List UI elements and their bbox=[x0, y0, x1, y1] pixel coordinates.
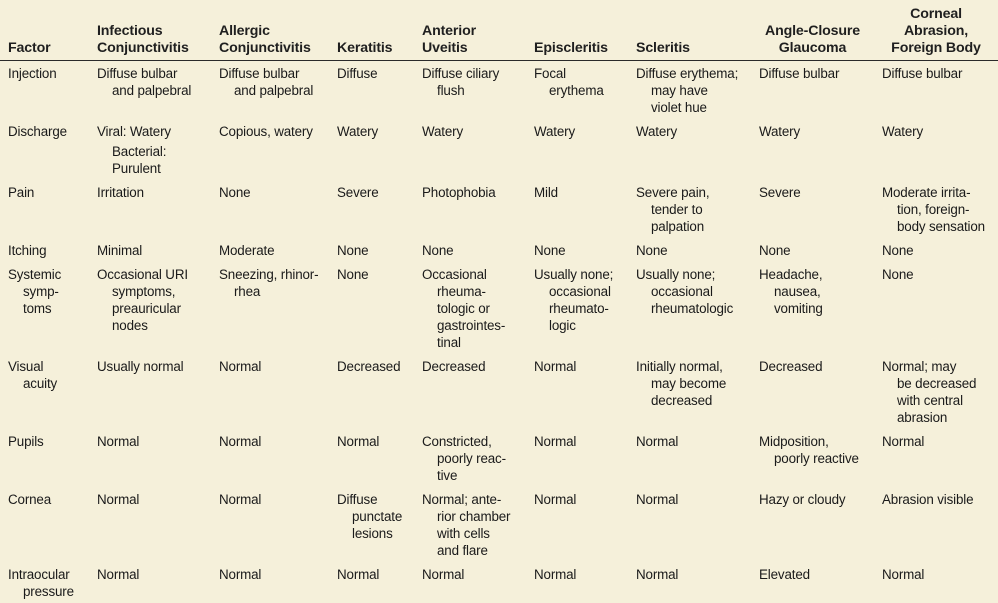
cell-line: Diffuse ciliary bbox=[422, 65, 500, 81]
table-cell bbox=[211, 262, 329, 354]
table-cell bbox=[526, 429, 628, 487]
header-scleritis bbox=[628, 0, 751, 60]
cell-line: nausea, bbox=[774, 283, 821, 299]
cell-line: decreased bbox=[651, 392, 713, 408]
cell-line: with central bbox=[897, 392, 963, 408]
cell-line: None bbox=[882, 242, 914, 258]
table-cell bbox=[751, 487, 874, 562]
cell-line: Normal bbox=[422, 566, 465, 582]
cell-line: Purulent bbox=[112, 160, 161, 176]
cell-line: Normal bbox=[636, 491, 679, 507]
table-cell bbox=[414, 238, 526, 262]
cell-line: and palpebral bbox=[234, 82, 314, 98]
table-cell bbox=[211, 429, 329, 487]
table-cell bbox=[874, 262, 998, 354]
factor-cell bbox=[0, 562, 89, 603]
table-cell bbox=[329, 562, 414, 603]
cell-line: Diffuse bulbar bbox=[759, 65, 840, 81]
cell-line: Watery bbox=[534, 123, 576, 139]
table-cell bbox=[526, 60, 628, 119]
table-cell bbox=[414, 562, 526, 603]
factor-line: Pain bbox=[8, 184, 35, 200]
cell-line: gastrointes- bbox=[437, 317, 506, 333]
header-row bbox=[0, 0, 998, 60]
factor-line: pressure bbox=[23, 583, 74, 599]
table-row bbox=[0, 60, 998, 119]
cell-line: Focal bbox=[534, 65, 566, 81]
cell-line: be decreased bbox=[897, 375, 977, 391]
table-cell bbox=[874, 429, 998, 487]
cell-line: may have bbox=[651, 82, 708, 98]
cell-line: Normal bbox=[219, 491, 262, 507]
cell-line: occasional bbox=[651, 283, 713, 299]
cell-line: poorly reac- bbox=[437, 450, 506, 466]
cell-line: symptoms, bbox=[112, 283, 176, 299]
table-cell bbox=[751, 354, 874, 429]
factor-line: Injection bbox=[8, 65, 57, 81]
table-cell bbox=[526, 119, 628, 180]
header-line: Keratitis bbox=[337, 39, 393, 56]
table-cell bbox=[628, 119, 751, 180]
cell-line: Normal bbox=[337, 566, 380, 582]
cell-line: Normal; ante- bbox=[422, 491, 502, 507]
cell-line: body sensation bbox=[897, 218, 985, 234]
header-angle-closure-glaucoma bbox=[751, 0, 874, 60]
cell-line: Viral: Watery bbox=[97, 123, 171, 139]
cell-line: Normal bbox=[337, 433, 380, 449]
factor-line: symp- bbox=[23, 283, 59, 299]
cell-line: may become bbox=[651, 375, 727, 391]
table-cell bbox=[89, 238, 211, 262]
table-row bbox=[0, 238, 998, 262]
table-cell bbox=[874, 562, 998, 603]
table-body bbox=[0, 60, 998, 603]
factor-line: Discharge bbox=[8, 123, 67, 139]
cell-line: occasional bbox=[549, 283, 611, 299]
cell-line: Usually normal bbox=[97, 358, 184, 374]
header-line: Allergic bbox=[219, 22, 270, 39]
table-cell bbox=[751, 262, 874, 354]
table-cell bbox=[329, 262, 414, 354]
cell-line: Decreased bbox=[337, 358, 401, 374]
cell-line: Watery bbox=[882, 123, 924, 139]
table-cell bbox=[211, 60, 329, 119]
table-cell bbox=[329, 119, 414, 180]
cell-line: Occasional bbox=[422, 266, 487, 282]
cell-line: None bbox=[636, 242, 668, 258]
cell-line: Elevated bbox=[759, 566, 810, 582]
table-cell bbox=[329, 487, 414, 562]
cell-line: None bbox=[422, 242, 454, 258]
table-cell bbox=[89, 262, 211, 354]
factor-cell bbox=[0, 262, 89, 354]
cell-line: Diffuse bulbar bbox=[882, 65, 963, 81]
table-row bbox=[0, 262, 998, 354]
factor-line: Intraocular bbox=[8, 566, 70, 582]
cell-line: Decreased bbox=[422, 358, 486, 374]
cell-line: Usually none; bbox=[534, 266, 614, 282]
cell-line: Normal bbox=[534, 433, 577, 449]
table-cell bbox=[874, 238, 998, 262]
table-header bbox=[0, 0, 998, 60]
cell-line: Watery bbox=[422, 123, 464, 139]
cell-line: lesions bbox=[352, 525, 393, 541]
table-cell bbox=[628, 429, 751, 487]
cell-line: violet hue bbox=[651, 99, 707, 115]
table-cell bbox=[329, 60, 414, 119]
table-cell bbox=[414, 180, 526, 238]
factor-cell bbox=[0, 119, 89, 180]
header-corneal-abrasion bbox=[874, 0, 998, 60]
factor-cell bbox=[0, 180, 89, 238]
cell-line: Constricted, bbox=[422, 433, 492, 449]
cell-line: Watery bbox=[337, 123, 379, 139]
table-cell bbox=[329, 180, 414, 238]
header-infectious-conjunctivitis bbox=[89, 0, 211, 60]
header-line: Conjunctivitis bbox=[97, 39, 189, 56]
cell-line: Normal bbox=[219, 566, 262, 582]
table-cell bbox=[751, 60, 874, 119]
table-cell bbox=[211, 238, 329, 262]
factor-line: Systemic bbox=[8, 266, 62, 282]
table-cell bbox=[414, 487, 526, 562]
header-episcleritis bbox=[526, 0, 628, 60]
table-cell bbox=[414, 354, 526, 429]
table-cell bbox=[211, 487, 329, 562]
cell-line: Watery bbox=[759, 123, 801, 139]
header-allergic-conjunctivitis bbox=[211, 0, 329, 60]
cell-line: None bbox=[534, 242, 566, 258]
cell-line: Severe pain, bbox=[636, 184, 710, 200]
table-cell bbox=[874, 119, 998, 180]
cell-line: Initially normal, bbox=[636, 358, 723, 374]
cell-line: rhea bbox=[234, 283, 261, 299]
cell-line: Normal bbox=[219, 358, 262, 374]
table-cell bbox=[526, 238, 628, 262]
cell-line: Normal; may bbox=[882, 358, 957, 374]
cell-line: Watery bbox=[636, 123, 678, 139]
table-cell bbox=[628, 262, 751, 354]
table-cell bbox=[526, 180, 628, 238]
cell-line: Diffuse bulbar bbox=[219, 65, 300, 81]
cell-line: Decreased bbox=[759, 358, 823, 374]
table-cell bbox=[628, 60, 751, 119]
cell-line: Moderate irrita- bbox=[882, 184, 971, 200]
table-cell bbox=[628, 562, 751, 603]
cell-line: Usually none; bbox=[636, 266, 716, 282]
table-cell bbox=[874, 60, 998, 119]
factor-cell bbox=[0, 60, 89, 119]
header-line: Corneal bbox=[910, 5, 962, 22]
cell-line: palpation bbox=[651, 218, 705, 234]
factor-cell bbox=[0, 487, 89, 562]
cell-line: preauricular bbox=[112, 300, 181, 316]
table-cell bbox=[874, 354, 998, 429]
factor-line: toms bbox=[23, 300, 52, 316]
cell-line: None bbox=[337, 266, 369, 282]
table-cell bbox=[89, 487, 211, 562]
cell-line: Normal bbox=[534, 491, 577, 507]
table-cell bbox=[329, 429, 414, 487]
cell-line: tologic or bbox=[437, 300, 490, 316]
table-cell bbox=[211, 354, 329, 429]
table-cell bbox=[211, 562, 329, 603]
header-anterior-uveitis bbox=[414, 0, 526, 60]
cell-line: Photophobia bbox=[422, 184, 496, 200]
cell-line: Normal bbox=[97, 491, 140, 507]
cell-line: Severe bbox=[759, 184, 801, 200]
cell-line: None bbox=[337, 242, 369, 258]
cell-line: and flare bbox=[437, 542, 488, 558]
cell-line: nodes bbox=[112, 317, 148, 333]
table-cell bbox=[751, 429, 874, 487]
cell-line: logic bbox=[549, 317, 576, 333]
cell-line: Headache, bbox=[759, 266, 823, 282]
table-cell bbox=[89, 119, 211, 180]
table-cell bbox=[751, 180, 874, 238]
header-line: Angle-Closure bbox=[764, 22, 860, 39]
cell-line: Normal bbox=[97, 433, 140, 449]
table-cell bbox=[526, 562, 628, 603]
cell-line: Normal bbox=[882, 566, 925, 582]
table-cell bbox=[526, 262, 628, 354]
table-cell bbox=[751, 238, 874, 262]
cell-line: None bbox=[219, 184, 251, 200]
header-line: Abrasion, bbox=[903, 22, 969, 39]
cell-line: Diffuse bbox=[337, 65, 378, 81]
cell-line: Abrasion visible bbox=[882, 491, 974, 507]
cell-line: Severe bbox=[337, 184, 379, 200]
cell-line: Bacterial: bbox=[112, 143, 167, 159]
cell-line: rheuma- bbox=[437, 283, 486, 299]
cell-line: Diffuse erythema; bbox=[636, 65, 739, 81]
cell-line: abrasion bbox=[897, 409, 948, 425]
table-cell bbox=[751, 119, 874, 180]
factor-cell bbox=[0, 238, 89, 262]
cell-line: tion, foreign- bbox=[897, 201, 970, 217]
table-row bbox=[0, 119, 998, 180]
table-cell bbox=[89, 354, 211, 429]
table-row bbox=[0, 562, 998, 603]
table-cell bbox=[874, 487, 998, 562]
cell-line: Normal bbox=[534, 358, 577, 374]
cell-line: tender to bbox=[651, 201, 703, 217]
cell-line: tinal bbox=[437, 334, 461, 350]
table-cell bbox=[414, 262, 526, 354]
factor-line: Cornea bbox=[8, 491, 52, 507]
header-line: Foreign Body bbox=[891, 39, 981, 56]
cell-line: None bbox=[759, 242, 791, 258]
header-line: Scleritis bbox=[636, 39, 690, 56]
header-line: Episcleritis bbox=[534, 39, 608, 56]
cell-line: erythema bbox=[549, 82, 604, 98]
table-cell bbox=[526, 354, 628, 429]
cell-line: rheumatologic bbox=[651, 300, 734, 316]
table-cell bbox=[628, 180, 751, 238]
table-row bbox=[0, 354, 998, 429]
cell-line: Normal bbox=[636, 433, 679, 449]
table-cell bbox=[751, 562, 874, 603]
table-cell bbox=[211, 180, 329, 238]
cell-line: punctate bbox=[352, 508, 403, 524]
factor-cell bbox=[0, 429, 89, 487]
header-line: Anterior bbox=[422, 22, 476, 39]
factor-cell bbox=[0, 354, 89, 429]
table-cell bbox=[89, 562, 211, 603]
cell-line: Sneezing, rhinor- bbox=[219, 266, 319, 282]
header-line: Conjunctivitis bbox=[219, 39, 311, 56]
table-cell bbox=[628, 354, 751, 429]
cell-line: with cells bbox=[437, 525, 490, 541]
cell-line: vomiting bbox=[774, 300, 823, 316]
table-cell bbox=[874, 180, 998, 238]
header-factor bbox=[0, 0, 89, 60]
factor-line: Pupils bbox=[8, 433, 44, 449]
cell-line: rheumato- bbox=[549, 300, 609, 316]
cell-line: Occasional URI bbox=[97, 266, 188, 282]
cell-line: Midposition, bbox=[759, 433, 829, 449]
table-cell bbox=[414, 60, 526, 119]
cell-line: Diffuse bulbar bbox=[97, 65, 178, 81]
header-keratitis bbox=[329, 0, 414, 60]
factor-line: acuity bbox=[23, 375, 58, 391]
cell-line: Normal bbox=[882, 433, 925, 449]
table-row bbox=[0, 180, 998, 238]
factor-line: Itching bbox=[8, 242, 47, 258]
table-cell bbox=[329, 354, 414, 429]
table-cell bbox=[526, 487, 628, 562]
cell-line: Normal bbox=[636, 566, 679, 582]
header-line: Uveitis bbox=[422, 39, 468, 56]
factor-line: Visual bbox=[8, 358, 44, 374]
cell-line: Irritation bbox=[97, 184, 144, 200]
table-cell bbox=[329, 238, 414, 262]
cell-line: Diffuse bbox=[337, 491, 378, 507]
cell-line: Normal bbox=[219, 433, 262, 449]
cell-line: flush bbox=[437, 82, 465, 98]
table-cell bbox=[89, 429, 211, 487]
table-row bbox=[0, 487, 998, 562]
cell-line: Minimal bbox=[97, 242, 143, 258]
table-cell bbox=[628, 487, 751, 562]
table-cell bbox=[211, 119, 329, 180]
cell-line: Mild bbox=[534, 184, 558, 200]
cell-line: None bbox=[882, 266, 914, 282]
header-line: Infectious bbox=[97, 22, 163, 39]
cell-line: Normal bbox=[97, 566, 140, 582]
header-line: Factor bbox=[8, 39, 51, 56]
cell-line: tive bbox=[437, 467, 458, 483]
table-cell bbox=[89, 60, 211, 119]
cell-line: Normal bbox=[534, 566, 577, 582]
cell-line: and palpebral bbox=[112, 82, 192, 98]
table-cell bbox=[414, 119, 526, 180]
table-cell bbox=[89, 180, 211, 238]
header-line: Glaucoma bbox=[778, 39, 847, 56]
cell-line: Copious, watery bbox=[219, 123, 313, 139]
table-cell bbox=[414, 429, 526, 487]
cell-line: Moderate bbox=[219, 242, 275, 258]
cell-line: Hazy or cloudy bbox=[759, 491, 846, 507]
cell-line: poorly reactive bbox=[774, 450, 859, 466]
table-row bbox=[0, 429, 998, 487]
table-cell bbox=[628, 238, 751, 262]
cell-line: rior chamber bbox=[437, 508, 511, 524]
